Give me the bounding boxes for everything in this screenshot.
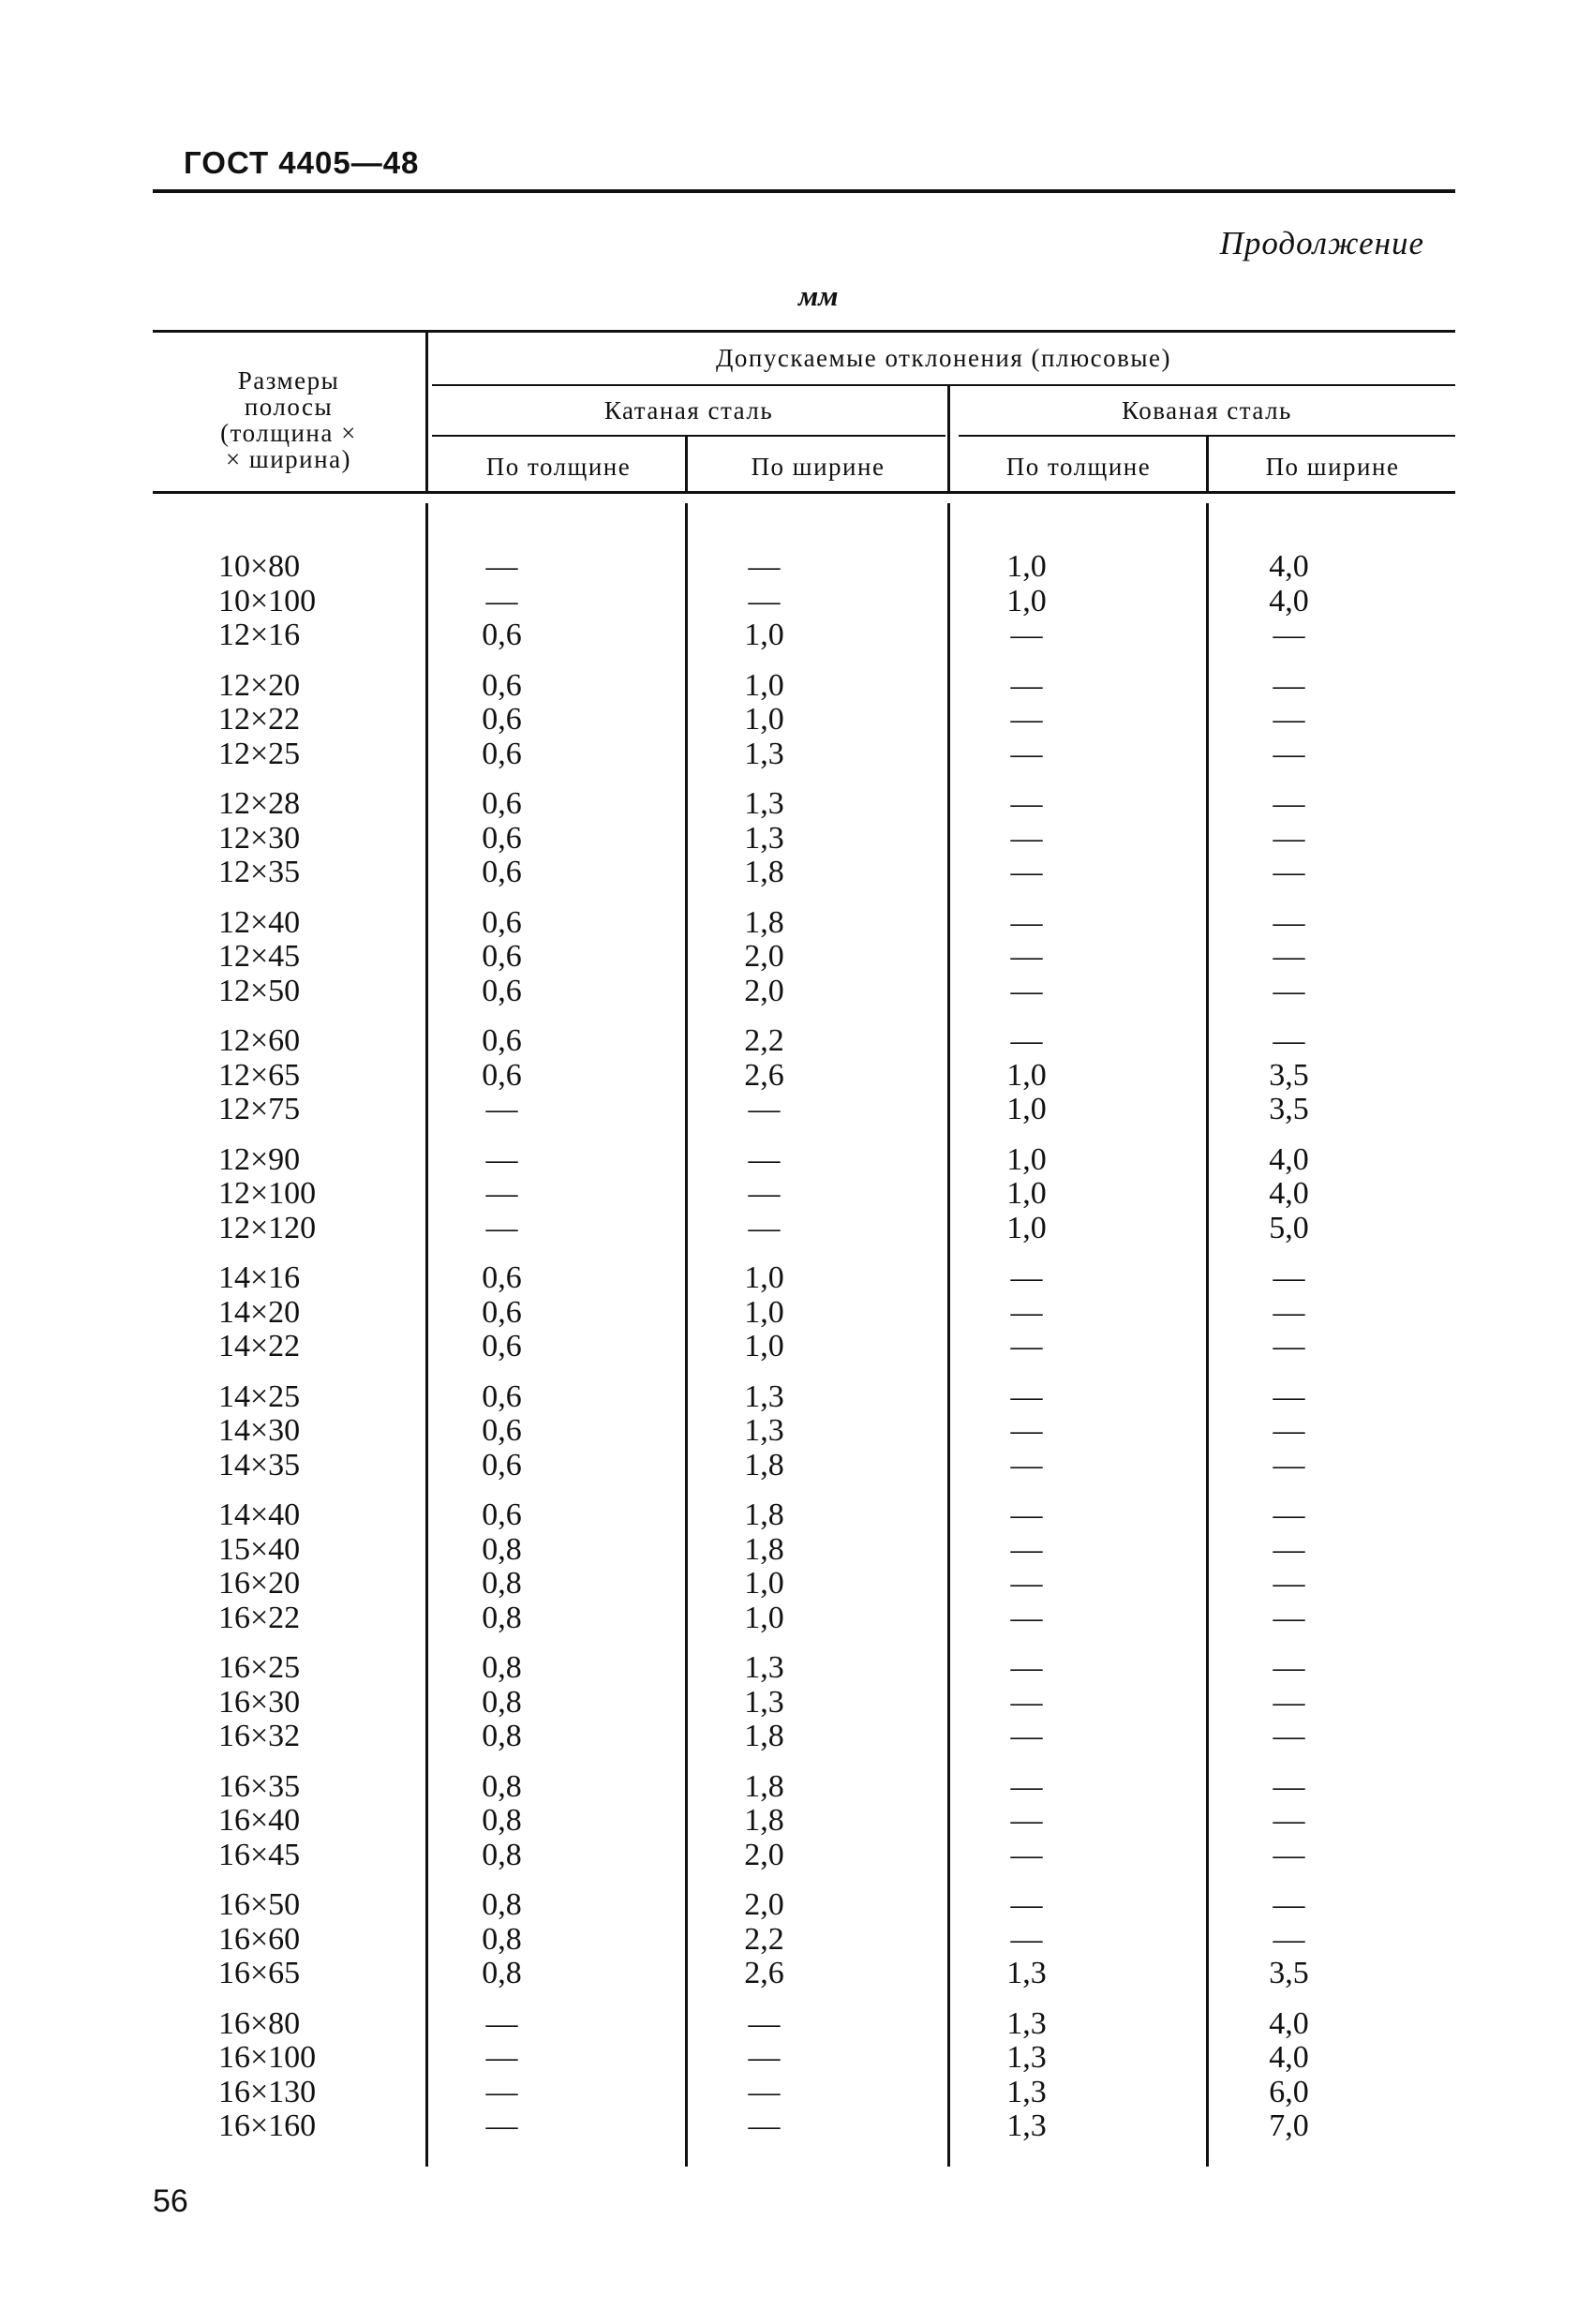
rolled-width-cell: 1,3: [744, 1413, 784, 1448]
table-row: [153, 2109, 1455, 2144]
rolled-width-cell: —: [748, 1176, 781, 1211]
size-cell: 12×65: [218, 1057, 301, 1093]
table-row: [153, 1770, 1455, 1805]
rolled-width-cell: 1,3: [744, 786, 784, 821]
header-vline-forged: [1206, 435, 1209, 491]
forged-thickness-cell: 1,3: [1006, 2040, 1047, 2075]
rolled-thickness-cell: 0,6: [482, 736, 522, 771]
size-cell: 12×50: [218, 973, 301, 1008]
table-row: [153, 1533, 1455, 1568]
size-cell: 12×35: [218, 855, 301, 889]
rolled-width-cell: 1,0: [744, 1566, 784, 1601]
table-row: [153, 1380, 1455, 1415]
forged-thickness-cell: 1,3: [1006, 2074, 1047, 2109]
forged-width-cell: —: [1273, 1768, 1305, 1804]
forged-width-cell: —: [1273, 702, 1305, 737]
row-group: [153, 669, 1455, 772]
rolled-width-cell: 1,8: [744, 1803, 784, 1838]
table-top-rule: [153, 330, 1455, 333]
size-cell: 16×130: [218, 2074, 317, 2109]
rolled-width-cell: 1,0: [744, 1329, 784, 1363]
size-cell: 12×45: [218, 939, 301, 974]
table-row: [153, 737, 1455, 772]
forged-thickness-cell: 1,0: [1006, 1210, 1047, 1245]
forged-width-cell: 6,0: [1269, 2074, 1309, 2109]
header-vline-mid: [947, 384, 950, 491]
rolled-width-cell: —: [748, 2074, 781, 2109]
forged-thickness-cell: 1,3: [1006, 2108, 1047, 2143]
size-cell: 16×20: [218, 1566, 301, 1601]
forged-thickness-cell: —: [1010, 973, 1043, 1008]
size-cell: 12×25: [218, 736, 301, 771]
size-cell: 14×20: [218, 1294, 301, 1330]
continuation-label: Продолжение: [1219, 225, 1424, 261]
forged-width-cell: —: [1273, 1650, 1305, 1685]
table-row: [153, 1839, 1455, 1873]
rolled-width-cell: 2,2: [744, 1023, 784, 1058]
table-row: [153, 787, 1455, 822]
forged-width-cell: —: [1273, 1837, 1305, 1872]
rolled-thickness-cell: 0,8: [482, 1566, 522, 1601]
size-cell: 12×120: [218, 1210, 317, 1245]
forged-width-cell: —: [1273, 904, 1305, 940]
size-cell: 14×40: [218, 1497, 301, 1532]
row-group: [153, 1888, 1455, 1991]
forged-steel-header: Кованая сталь: [1122, 396, 1292, 425]
forged-width-cell: 4,0: [1269, 549, 1309, 584]
table-row: [153, 1720, 1455, 1754]
table-row: [153, 1093, 1455, 1127]
rolled-width-cell: 1,8: [744, 1768, 784, 1804]
rolled-thickness-cell: 0,6: [482, 1329, 522, 1363]
rolled-width-cell: 1,0: [744, 618, 784, 652]
table-row: [153, 940, 1455, 975]
size-cell: 12×28: [218, 786, 301, 821]
rolled-width-cell: 1,0: [744, 1600, 784, 1635]
size-cell: 14×30: [218, 1413, 301, 1448]
size-cell: 12×100: [218, 1176, 317, 1211]
size-cell: 16×160: [218, 2108, 317, 2143]
size-cell: 12×75: [218, 1092, 301, 1126]
forged-width-cell: 4,0: [1269, 1141, 1309, 1177]
forged-thickness-cell: —: [1010, 1719, 1043, 1753]
forged-width-cell: —: [1273, 618, 1305, 652]
rolled-thickness-header: По толщине: [485, 453, 632, 481]
forged-width-cell: —: [1273, 1803, 1305, 1838]
rolled-width-cell: 2,0: [744, 1887, 784, 1922]
table-row: [153, 1804, 1455, 1839]
forged-width-cell: —: [1273, 973, 1305, 1008]
forged-thickness-cell: —: [1010, 855, 1043, 889]
rolled-thickness-cell: —: [485, 1141, 518, 1177]
rolled-width-cell: —: [748, 2108, 781, 2143]
size-cell: 14×16: [218, 1260, 301, 1295]
header-vline-rolled: [685, 435, 688, 491]
forged-thickness-cell: —: [1010, 904, 1043, 940]
size-cell: 12×90: [218, 1141, 301, 1177]
rolled-thickness-cell: —: [485, 2005, 518, 2041]
forged-width-cell: —: [1273, 1378, 1305, 1414]
size-header-line: Размеры: [237, 366, 340, 395]
rolled-width-cell: 2,0: [744, 939, 784, 974]
table-row: [153, 1296, 1455, 1331]
forged-width-cell: —: [1273, 1600, 1305, 1635]
forged-thickness-cell: —: [1010, 667, 1043, 703]
forged-thickness-cell: —: [1010, 1294, 1043, 1330]
size-cell: 16×65: [218, 1956, 301, 1990]
rolled-width-cell: 1,3: [744, 1650, 784, 1685]
rolled-thickness-cell: —: [485, 1176, 518, 1211]
forged-thickness-cell: —: [1010, 702, 1043, 737]
rolled-thickness-cell: 0,6: [482, 904, 522, 940]
rolled-thickness-cell: 0,6: [482, 786, 522, 821]
rolled-width-cell: 2,0: [744, 973, 784, 1008]
table-row: [153, 1414, 1455, 1449]
rolled-width-cell: —: [748, 549, 781, 584]
table-row: [153, 1498, 1455, 1533]
forged-thickness-cell: —: [1010, 1650, 1043, 1685]
forged-thickness-cell: —: [1010, 1531, 1043, 1567]
forged-thickness-cell: —: [1010, 1497, 1043, 1532]
table-row: [153, 1601, 1455, 1636]
rolled-thickness-cell: 0,6: [482, 1413, 522, 1448]
forged-thickness-cell: —: [1010, 1023, 1043, 1058]
forged-width-cell: —: [1273, 1413, 1305, 1448]
table-row: [153, 856, 1455, 890]
deviations-header: Допускаемые отклонения (плюсовые): [716, 344, 1171, 372]
rolled-width-cell: —: [748, 1210, 781, 1245]
forged-thickness-cell: 1,3: [1006, 2005, 1047, 2041]
size-header-line: (толщина ×: [220, 419, 357, 447]
table-row: [153, 1567, 1455, 1601]
forged-thickness-cell: 1,0: [1006, 1057, 1047, 1093]
rolled-thickness-cell: —: [485, 583, 518, 618]
forged-width-cell: —: [1273, 1531, 1305, 1567]
forged-width-cell: —: [1273, 1497, 1305, 1532]
table-row: [153, 703, 1455, 737]
rolled-thickness-cell: 0,8: [482, 1887, 522, 1922]
size-cell: 16×45: [218, 1837, 301, 1872]
row-group: [153, 1143, 1455, 1246]
size-cell: 12×60: [218, 1023, 301, 1058]
size-cell: 16×40: [218, 1803, 301, 1838]
forged-width-cell: —: [1273, 786, 1305, 821]
forged-thickness-cell: —: [1010, 1329, 1043, 1363]
forged-thickness-cell: —: [1010, 1260, 1043, 1295]
forged-width-cell: 3,5: [1269, 1092, 1309, 1126]
table-row: [153, 822, 1455, 857]
rolled-thickness-cell: 0,8: [482, 1684, 522, 1720]
rolled-thickness-cell: —: [485, 2108, 518, 2143]
size-header-line: полосы: [244, 393, 334, 421]
forged-thickness-cell: —: [1010, 1887, 1043, 1922]
rolled-width-cell: 1,3: [744, 736, 784, 771]
rolled-width-cell: 1,8: [744, 1497, 784, 1532]
document-title: ГОСТ 4405—48: [184, 145, 420, 180]
rolled-width-cell: 2,2: [744, 1921, 784, 1957]
header-bottom-rule: [153, 491, 1455, 494]
rolled-thickness-cell: 0,6: [482, 1497, 522, 1532]
size-cell: 12×16: [218, 618, 301, 652]
rolled-width-cell: 2,6: [744, 1057, 784, 1093]
rolled-thickness-cell: 0,6: [482, 939, 522, 974]
forged-width-cell: 7,0: [1269, 2108, 1309, 2143]
forged-width-cell: —: [1273, 1921, 1305, 1957]
rolled-width-cell: 1,0: [744, 1294, 784, 1330]
forged-width-cell: 4,0: [1269, 583, 1309, 618]
rolled-thickness-cell: 0,6: [482, 1260, 522, 1295]
size-cell: 12×22: [218, 702, 301, 737]
forged-width-cell: 3,5: [1269, 1956, 1309, 1990]
table-row: [153, 585, 1455, 619]
forged-width-cell: —: [1273, 736, 1305, 771]
table-row: [153, 2076, 1455, 2110]
rolled-thickness-cell: 0,6: [482, 1378, 522, 1414]
table-row: [153, 1686, 1455, 1721]
forged-width-cell: —: [1273, 1294, 1305, 1330]
rule-under-rolled: [432, 435, 945, 437]
rolled-width-cell: 1,8: [744, 1531, 784, 1567]
forged-thickness-cell: 1,3: [1006, 1956, 1047, 1990]
table-row: [153, 669, 1455, 704]
size-cell: 16×25: [218, 1650, 301, 1685]
table-row: [153, 1024, 1455, 1059]
forged-thickness-cell: —: [1010, 1378, 1043, 1414]
rolled-width-cell: 1,3: [744, 1378, 784, 1414]
forged-thickness-cell: —: [1010, 1921, 1043, 1957]
size-cell: 10×80: [218, 549, 301, 584]
rolled-width-cell: —: [748, 1141, 781, 1177]
forged-width-cell: —: [1273, 1447, 1305, 1482]
forged-width-cell: 5,0: [1269, 1210, 1309, 1245]
rolled-thickness-cell: —: [485, 1210, 518, 1245]
row-group: [153, 1261, 1455, 1364]
size-cell: 10×100: [218, 583, 317, 618]
rolled-thickness-cell: 0,8: [482, 1531, 522, 1567]
size-cell: 16×35: [218, 1768, 301, 1804]
table-row: [153, 1261, 1455, 1296]
row-group: [153, 550, 1455, 653]
row-group: [153, 1498, 1455, 1635]
row-group: [153, 1024, 1455, 1127]
forged-width-cell: —: [1273, 1684, 1305, 1720]
rolled-width-cell: 2,6: [744, 1956, 784, 1990]
rolled-width-cell: —: [748, 1092, 781, 1126]
rolled-thickness-cell: 0,8: [482, 1837, 522, 1872]
rolled-width-header: По ширине: [751, 453, 886, 481]
table-row: [153, 975, 1455, 1009]
rolled-thickness-cell: —: [485, 2040, 518, 2075]
forged-thickness-cell: —: [1010, 820, 1043, 856]
size-header-line: × ширина): [225, 445, 352, 473]
rolled-thickness-cell: 0,8: [482, 1921, 522, 1957]
forged-width-cell: —: [1273, 1260, 1305, 1295]
rolled-thickness-cell: 0,6: [482, 973, 522, 1008]
tolerance-table: [153, 330, 1455, 2167]
forged-thickness-cell: —: [1010, 618, 1043, 652]
row-group: [153, 1380, 1455, 1483]
forged-thickness-cell: —: [1010, 1566, 1043, 1601]
forged-width-cell: —: [1273, 667, 1305, 703]
row-group: [153, 787, 1455, 890]
table-row: [153, 1923, 1455, 1958]
forged-width-cell: —: [1273, 855, 1305, 889]
table-row: [153, 906, 1455, 941]
forged-thickness-cell: —: [1010, 1768, 1043, 1804]
table-row: [153, 550, 1455, 585]
forged-width-cell: —: [1273, 820, 1305, 856]
rolled-width-cell: 1,8: [744, 904, 784, 940]
row-group: [153, 2007, 1455, 2144]
forged-thickness-cell: —: [1010, 939, 1043, 974]
forged-thickness-cell: —: [1010, 1803, 1043, 1838]
rolled-width-cell: 1,0: [744, 702, 784, 737]
row-group: [153, 1770, 1455, 1873]
rolled-thickness-cell: 0,6: [482, 1294, 522, 1330]
forged-thickness-cell: —: [1010, 1837, 1043, 1872]
forged-width-cell: 4,0: [1269, 2040, 1309, 2075]
rolled-thickness-cell: 0,8: [482, 1600, 522, 1635]
rolled-thickness-cell: 0,6: [482, 702, 522, 737]
forged-width-cell: 4,0: [1269, 2005, 1309, 2041]
size-cell: 16×60: [218, 1921, 301, 1957]
rolled-thickness-cell: 0,8: [482, 1768, 522, 1804]
rolled-width-cell: 1,8: [744, 1447, 784, 1482]
table-row: [153, 1330, 1455, 1364]
rolled-thickness-cell: —: [485, 2074, 518, 2109]
rolled-width-cell: 1,8: [744, 855, 784, 889]
table-row: [153, 1651, 1455, 1686]
size-cell: 16×80: [218, 2005, 301, 2041]
forged-thickness-cell: —: [1010, 736, 1043, 771]
page-number: 56: [153, 2183, 188, 2219]
size-column-header: [162, 367, 415, 472]
header-vline-size: [425, 330, 428, 491]
forged-width-cell: —: [1273, 1566, 1305, 1601]
rolled-thickness-cell: 0,6: [482, 1447, 522, 1482]
size-cell: 14×35: [218, 1447, 301, 1482]
table-row: [153, 1059, 1455, 1094]
forged-width-cell: 3,5: [1269, 1057, 1309, 1093]
table-row: [153, 1177, 1455, 1212]
forged-width-cell: —: [1273, 1719, 1305, 1753]
rolled-thickness-cell: 0,6: [482, 855, 522, 889]
forged-thickness-cell: 1,0: [1006, 549, 1047, 584]
forged-thickness-cell: 1,0: [1006, 1141, 1047, 1177]
row-group: [153, 906, 1455, 1009]
size-cell: 16×32: [218, 1719, 301, 1753]
rolled-thickness-cell: 0,6: [482, 1023, 522, 1058]
forged-thickness-cell: —: [1010, 786, 1043, 821]
size-cell: 14×22: [218, 1329, 301, 1363]
rolled-thickness-cell: 0,8: [482, 1719, 522, 1753]
forged-width-cell: —: [1273, 1023, 1305, 1058]
rule-under-deviations: [432, 384, 1455, 386]
table-row: [153, 1957, 1455, 1991]
rolled-width-cell: 2,0: [744, 1837, 784, 1872]
table-row: [153, 1888, 1455, 1923]
row-group: [153, 1651, 1455, 1754]
forged-width-header: По ширине: [1265, 453, 1400, 481]
forged-thickness-cell: 1,0: [1006, 583, 1047, 618]
forged-thickness-cell: —: [1010, 1684, 1043, 1720]
rolled-width-cell: 1,3: [744, 1684, 784, 1720]
forged-thickness-cell: 1,0: [1006, 1092, 1047, 1126]
unit-label: мм: [798, 279, 839, 312]
table-row: [153, 1143, 1455, 1178]
header-rule: [153, 189, 1455, 193]
forged-width-cell: 4,0: [1269, 1176, 1309, 1211]
rolled-width-cell: 1,8: [744, 1719, 784, 1753]
size-cell: 14×25: [218, 1378, 301, 1414]
rolled-thickness-cell: 0,6: [482, 667, 522, 703]
rolled-width-cell: 1,0: [744, 667, 784, 703]
rolled-width-cell: —: [748, 2005, 781, 2041]
forged-width-cell: —: [1273, 1887, 1305, 1922]
forged-thickness-header: По толщине: [1005, 453, 1152, 481]
forged-thickness-cell: 1,0: [1006, 1176, 1047, 1211]
table-row: [153, 1449, 1455, 1483]
size-cell: 16×30: [218, 1684, 301, 1720]
rolled-thickness-cell: 0,6: [482, 1057, 522, 1093]
rolled-thickness-cell: —: [485, 1092, 518, 1126]
table-row: [153, 2007, 1455, 2042]
forged-thickness-cell: —: [1010, 1447, 1043, 1482]
size-cell: 12×40: [218, 904, 301, 940]
table-row: [153, 2041, 1455, 2076]
rolled-thickness-cell: 0,8: [482, 1650, 522, 1685]
table-row: [153, 618, 1455, 653]
size-cell: 16×100: [218, 2040, 317, 2075]
rolled-width-cell: 1,0: [744, 1260, 784, 1295]
rolled-width-cell: —: [748, 583, 781, 618]
table-body: [153, 550, 1455, 2160]
table-row: [153, 1212, 1455, 1246]
rolled-thickness-cell: 0,8: [482, 1803, 522, 1838]
forged-width-cell: —: [1273, 1329, 1305, 1363]
rolled-width-cell: —: [748, 2040, 781, 2075]
size-cell: 16×50: [218, 1887, 301, 1922]
size-cell: 12×20: [218, 667, 301, 703]
rolled-thickness-cell: 0,6: [482, 618, 522, 652]
forged-width-cell: —: [1273, 939, 1305, 974]
size-cell: 12×30: [218, 820, 301, 856]
rolled-thickness-cell: 0,8: [482, 1956, 522, 1990]
size-cell: 15×40: [218, 1531, 301, 1567]
rolled-steel-header: Катаная сталь: [603, 396, 774, 425]
rolled-thickness-cell: —: [485, 549, 518, 584]
forged-thickness-cell: —: [1010, 1413, 1043, 1448]
forged-thickness-cell: —: [1010, 1600, 1043, 1635]
rolled-thickness-cell: 0,6: [482, 820, 522, 856]
rolled-width-cell: 1,3: [744, 820, 784, 856]
size-cell: 16×22: [218, 1600, 301, 1635]
